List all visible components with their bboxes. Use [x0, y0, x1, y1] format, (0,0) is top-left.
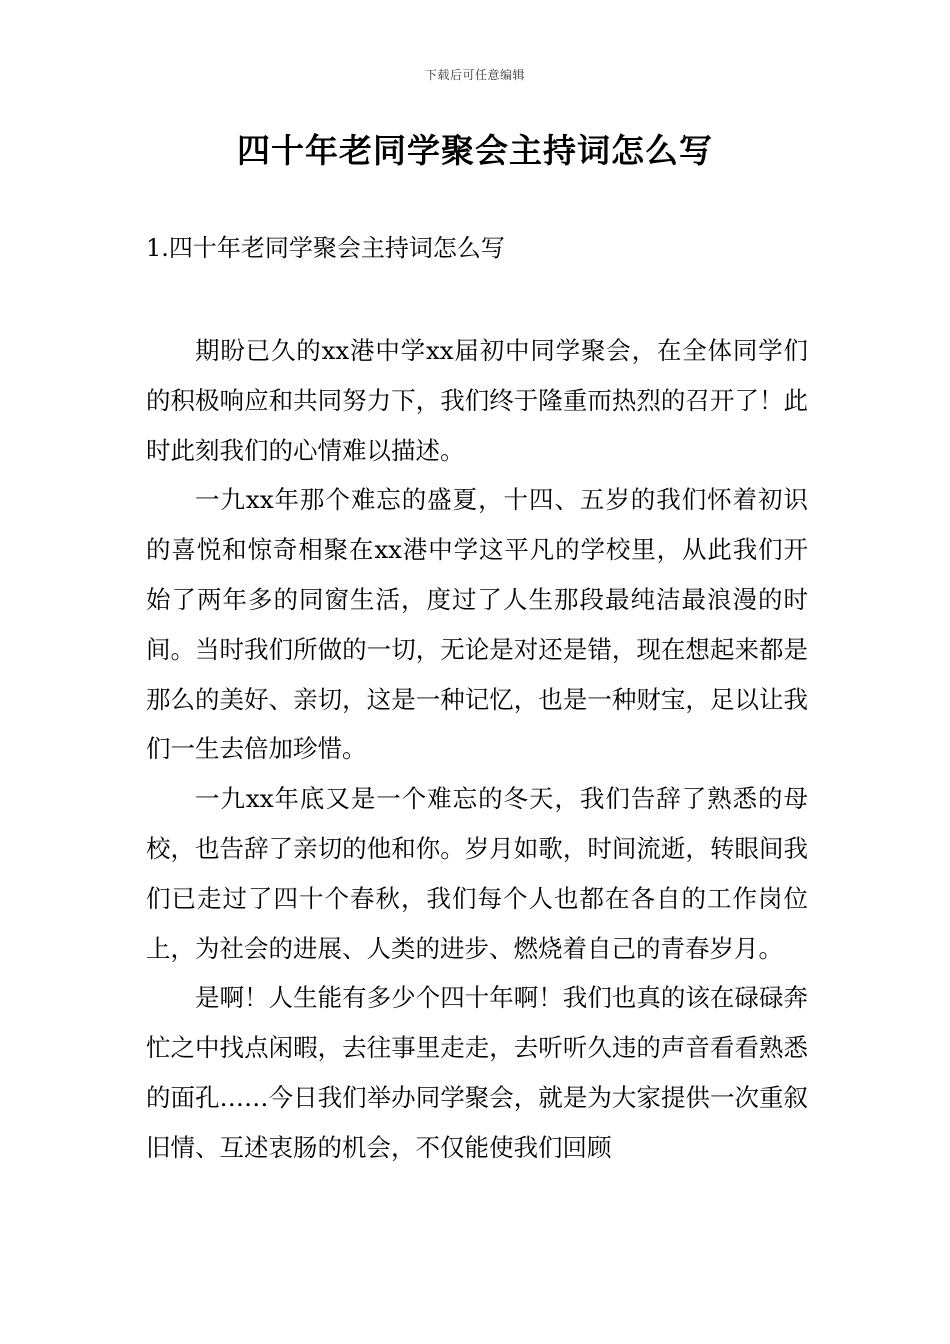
paragraph: 一九xx年那个难忘的盛夏，十四、五岁的我们怀着初识的喜悦和惊奇相聚在xx港中学这平凡的学校里，从此我们开始了两年多的同窗生活，度过了人生那段最纯洁最浪漫的时间。当时我们所做的一切，无论是对还是错，现在想起来都是那么的美好、亲切，这是一种记忆，也是一种财宝，足以让我们一生去倍加珍惜。: [146, 485, 808, 764]
header-note: 下载后可任意编辑: [424, 68, 525, 82]
document-title: 四十年老同学聚会主持词怎么写: [237, 131, 713, 170]
paragraph: 是啊！人生能有多少个四十年啊！我们也真的该在碌碌奔忙之中找点闲暇，去往事里走走，去听听久违的声音看看熟悉的面孔……今日我们举办同学聚会，就是为大家提供一次重叙旧情、互述衷肠的机会，不仅能使我们回顾: [146, 983, 808, 1162]
document-body: [146, 326, 808, 1173]
paragraph: 期盼已久的xx港中学xx届初中同学聚会，在全体同学们的积极响应和共同努力下，我们终于隆重而热烈的召开了！此时此刻我们的心情难以描述。: [146, 336, 808, 465]
paragraph: 一九xx年底又是一个难忘的冬天，我们告辞了熟悉的母校，也告辞了亲切的他和你。岁月如歌，时间流逝，转眼间我们已走过了四十个春秋，我们每个人也都在各自的工作岗位上，为社会的进展、人类的进步、燃烧着自己的青春岁月。: [146, 784, 808, 963]
section-heading: 1.四十年老同学聚会主持词怎么写: [146, 234, 505, 262]
